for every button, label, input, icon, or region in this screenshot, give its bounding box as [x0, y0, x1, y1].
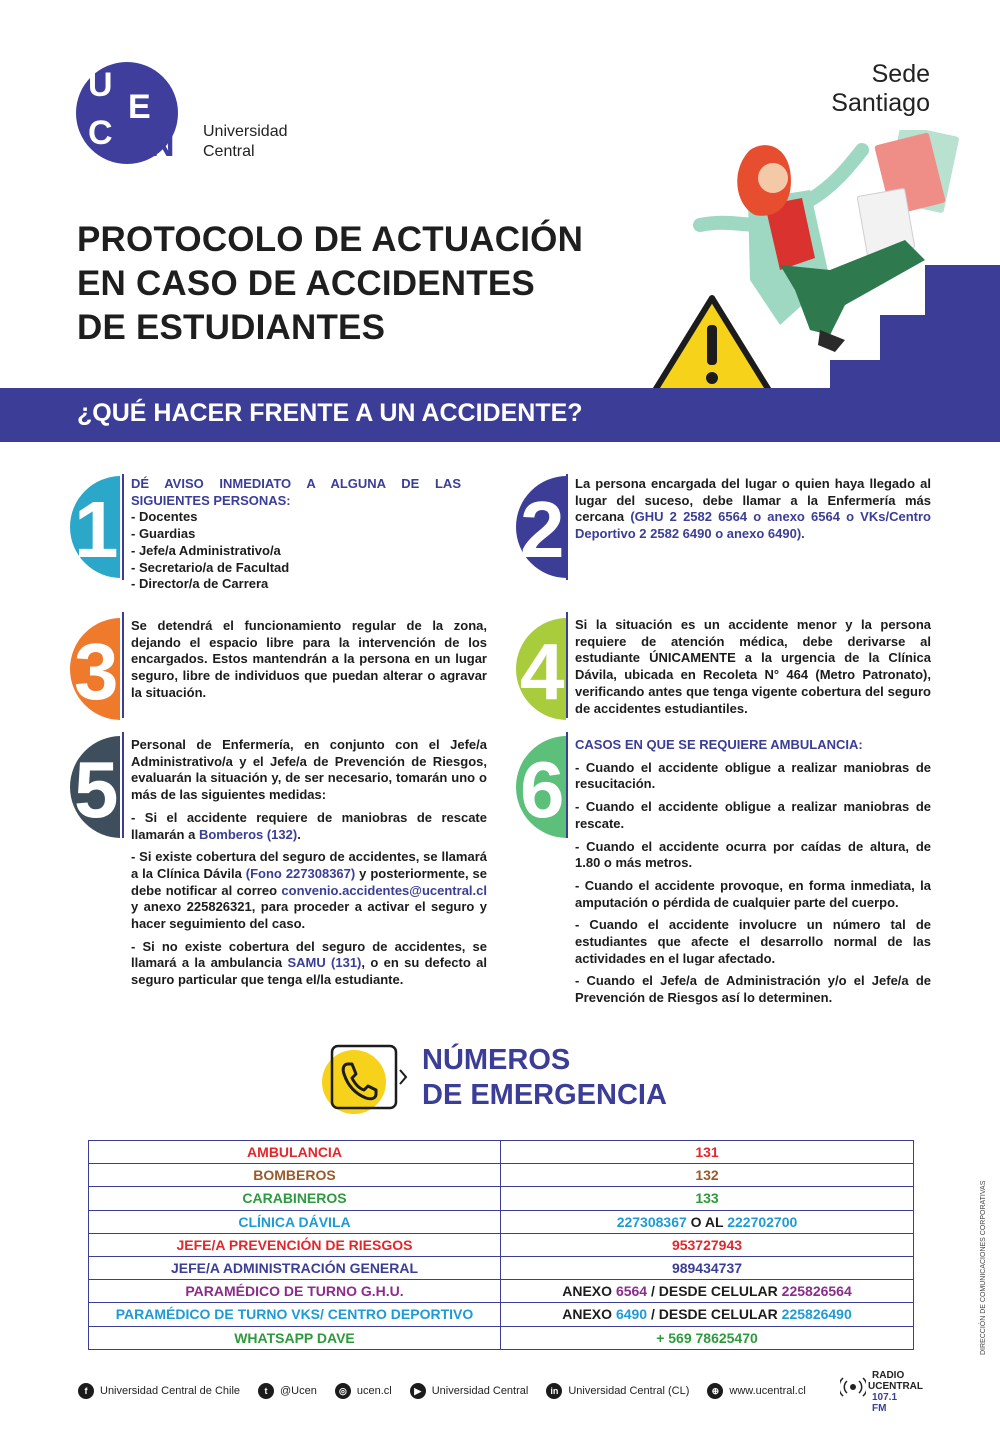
- footer-instagram-link[interactable]: [335, 1383, 392, 1399]
- step-5-text: [131, 737, 487, 989]
- step-5-bullet-2: - Si existe cobertura del seguro de accidentes, se llamará a la Clínica Dávila: [131, 849, 487, 881]
- celular-number: 225826564: [781, 1283, 852, 1300]
- row-label: CLÍNICA DÁVILA: [89, 1210, 501, 1233]
- celular-number: 225826490: [781, 1306, 852, 1323]
- step-5-bomberos: Bomberos (132): [198, 826, 298, 842]
- radio-line-3: 107.1 FM: [872, 1392, 898, 1414]
- step-6-badge: [516, 736, 566, 838]
- page-title: [77, 218, 583, 350]
- sede-line-2: Santiago: [831, 89, 930, 117]
- step-6-text: [575, 737, 931, 1007]
- footer-web-link[interactable]: [707, 1383, 805, 1399]
- radio-waves-icon: [840, 1376, 866, 1398]
- row-value: 133: [501, 1187, 914, 1210]
- footer-linkedin-link[interactable]: [546, 1383, 689, 1399]
- radio-line-1: RADIO: [872, 1370, 905, 1381]
- emergency-table: [88, 1140, 914, 1350]
- radio-line-2: UCENTRAL: [868, 1381, 923, 1392]
- step-2-line: [566, 474, 568, 580]
- step-2-text: [575, 476, 931, 543]
- step-6-line: [566, 732, 568, 838]
- clinica-phone-sep: O AL: [686, 1213, 728, 1230]
- step-1-text: [131, 476, 461, 593]
- step-5-bullet-3: - Si no existe cobertura del seguro de accidentes, se llamará a la ambulancia: [131, 938, 487, 971]
- row-value: + 569 78625470: [501, 1326, 914, 1349]
- step-6-item: - Cuando el Jefe/a de Administración y/o el Jefe/a de Prevención de Riesgos así lo determinen.: [575, 973, 931, 1006]
- step-1-item: - Director/a de Carrera: [131, 576, 269, 592]
- row-label: PARAMÉDICO DE TURNO VKS/ CENTRO DEPORTIVO: [89, 1303, 501, 1326]
- celular-label: / DESDE CELULAR: [647, 1306, 782, 1323]
- row-value: 131: [501, 1141, 914, 1164]
- person-arm-right: [810, 150, 862, 200]
- celular-label: / DESDE CELULAR: [647, 1283, 782, 1300]
- step-5-bullet-2-end: y anexo 225826321, para proceder a activar el seguro y hacer seguimiento del caso.: [131, 899, 487, 932]
- step-2-phones: (GHU 2 2582 6564 o anexo 6564 o VKs/Centro Deportivo 2 2582 6490 o anexo 6490).: [575, 509, 931, 542]
- person-face: [758, 163, 788, 193]
- row-label: JEFE/A PREVENCIÓN DE RIESGOS: [89, 1233, 501, 1256]
- step-5-samu: SAMU (131): [287, 955, 362, 971]
- row-label: WHATSAPP DAVE: [89, 1326, 501, 1349]
- university-name: [203, 122, 287, 162]
- person-foot: [818, 330, 845, 352]
- university-line-2: Central: [203, 143, 255, 160]
- table-row: [89, 1164, 914, 1187]
- ucen-logo: [76, 62, 178, 164]
- step-1-badge: [70, 476, 120, 578]
- step-6-item: - Cuando el accidente involucre un número tal de estudiantes que afecte el desarrollo normal de las actividades en el lugar afectado.: [575, 917, 931, 966]
- falling-person-illustration: [630, 130, 1000, 400]
- step-4-body: Si la situación es un accidente menor y la persona requiere de atención médica, debe derivarse al estudiante ÚNICAMENTE a la urgencia de la Clínica Dávila, ubicada en Recoleta N° 464 (Metro Patronato), verificando antes que tenga vigente cobertura del seguro de accidentes estudiantiles.: [575, 617, 931, 716]
- step-5-bullet-3-end: , o en su defecto al seguro particular que tenga el/la estudiante.: [131, 955, 487, 988]
- facebook-icon: f: [78, 1383, 94, 1399]
- step-6-item: - Cuando el accidente provoque, en forma inmediata, la amputación o pérdida de cualquier parte del cuerpo.: [575, 877, 931, 910]
- step-3-body: Se detendrá el funcionamiento regular de la zona, dejando el espacio libre para la intervención de los encargados. Estos mantendrán a la persona en un lugar seguro, libre de individuos que puedan alterar o agravar la situación.: [131, 618, 487, 700]
- step-2-number: 2: [520, 485, 565, 574]
- footer-web-text: www.ucentral.cl: [729, 1385, 806, 1397]
- row-label: JEFE/A ADMINISTRACIÓN GENERAL: [89, 1256, 501, 1279]
- footer-facebook-text: Universidad Central de Chile: [100, 1385, 241, 1397]
- step-3-line: [122, 612, 124, 718]
- footer-youtube-link[interactable]: [410, 1383, 529, 1399]
- step-5-line: [122, 732, 124, 838]
- footer-twitter-text: @Ucen: [280, 1385, 317, 1397]
- emergency-title-line-1: NÚMEROS: [422, 1044, 571, 1076]
- step-4-line: [566, 612, 568, 718]
- step-2-body: La persona encargada del lugar o quien haya llegado al lugar del suceso, debe llamar a la Enfermería más cercana: [575, 476, 931, 525]
- row-label: BOMBEROS: [89, 1164, 501, 1187]
- instagram-icon: ◎: [335, 1383, 351, 1399]
- row-value: [501, 1210, 914, 1233]
- logo-letter-c: C: [88, 114, 113, 152]
- step-3-text: [131, 618, 487, 702]
- row-value: [501, 1303, 914, 1326]
- title-line-3: DE ESTUDIANTES: [77, 308, 386, 347]
- footer-youtube-text: Universidad Central: [431, 1385, 529, 1397]
- step-5-number: 5: [74, 745, 119, 834]
- step-3-badge: [70, 618, 120, 720]
- row-value: 953727943: [501, 1233, 914, 1256]
- row-value: [501, 1280, 914, 1303]
- phone-icon-arrow: [400, 1070, 406, 1084]
- step-5-fono: (Fono 227308367): [245, 865, 356, 881]
- step-1-item: - Secretario/a de Facultad: [131, 559, 290, 575]
- logo-letter-n: N: [150, 126, 175, 164]
- footer-twitter-link[interactable]: [258, 1383, 317, 1399]
- step-5-badge: [70, 736, 120, 838]
- step-1-item: - Docentes: [131, 509, 198, 525]
- footer-instagram-text: ucen.cl: [356, 1385, 392, 1397]
- row-label: PARAMÉDICO DE TURNO G.H.U.: [89, 1280, 501, 1303]
- clinica-phone-2: 222702700: [727, 1213, 798, 1230]
- step-4-badge: [516, 618, 566, 720]
- table-row: [89, 1141, 914, 1164]
- row-value: 132: [501, 1164, 914, 1187]
- globe-icon: ⊕: [707, 1383, 723, 1399]
- emergency-title-line-2: DE EMERGENCIA: [422, 1079, 667, 1111]
- table-row: [89, 1303, 914, 1326]
- step-6-number: 6: [520, 745, 565, 834]
- step-1-heading: DÉ AVISO INMEDIATO A ALGUNA DE LAS SIGUIENTES PERSONAS:: [131, 476, 461, 508]
- step-1-number: 1: [74, 485, 119, 574]
- vertical-credit: [968, 1165, 987, 1355]
- vertical-credit-text: DIRECCIÓN DE COMUNICACIONES CORPORATIVAS: [980, 1180, 987, 1355]
- step-5-bullet-2-mid: y posteriormente, se debe notificar al correo: [131, 865, 487, 898]
- anexo-number: 6564: [615, 1283, 648, 1300]
- sede-label: [831, 60, 930, 118]
- linkedin-icon: in: [546, 1383, 562, 1399]
- footer-social: [78, 1380, 824, 1402]
- row-label: AMBULANCIA: [89, 1141, 501, 1164]
- youtube-icon: ▶: [410, 1383, 426, 1399]
- logo-letter-e: E: [128, 88, 151, 126]
- footer-facebook-link[interactable]: [78, 1383, 240, 1399]
- table-row: [89, 1233, 914, 1256]
- step-6-heading: CASOS EN QUE SE REQUIERE AMBULANCIA:: [575, 737, 863, 752]
- phone-icon: [318, 1042, 418, 1114]
- step-5-intro: Personal de Enfermería, en conjunto con el Jefe/a Administrativo/a y el Jefe/a de Prevención de Riesgos, evaluarán la situación y, de ser necesario, tomarán uno o más de las siguientes medidas:: [131, 737, 487, 803]
- step-6-item: - Cuando el accidente ocurra por caídas de altura, de 1.80 o más metros.: [575, 838, 931, 871]
- title-line-2: EN CASO DE ACCIDENTES: [77, 264, 535, 303]
- table-row: [89, 1187, 914, 1210]
- step-5-bullet-1: - Si el accidente requiere de maniobras de rescate llamarán a: [131, 809, 487, 842]
- clinica-phone-1: 227308367: [616, 1213, 687, 1230]
- emergency-title: [422, 1043, 667, 1113]
- sede-line-1: Sede: [871, 60, 930, 88]
- footer-linkedin-text: Universidad Central (CL): [568, 1385, 690, 1397]
- table-row: [89, 1280, 914, 1303]
- logo-letter-u: U: [88, 66, 113, 104]
- warning-exclamation-bar: [707, 325, 717, 365]
- step-4-number: 4: [520, 627, 565, 716]
- title-line-1: PROTOCOLO DE ACTUACIÓN: [77, 220, 584, 259]
- band-title: ¿QUÉ HACER FRENTE A UN ACCIDENTE?: [77, 399, 583, 427]
- step-1-line: [122, 474, 124, 580]
- step-5-email-link[interactable]: convenio.accidentes@ucentral.cl: [281, 882, 487, 898]
- step-1-item: - Guardias: [131, 526, 196, 542]
- step-6-item: - Cuando el accidente obligue a realizar maniobras de resucitación.: [575, 759, 931, 792]
- step-6-item: - Cuando el accidente obligue a realizar maniobras de rescate.: [575, 799, 931, 831]
- table-row: [89, 1326, 914, 1349]
- anexo-label: ANEXO: [562, 1306, 616, 1323]
- university-line-1: Universidad: [203, 123, 288, 140]
- twitter-icon: t: [258, 1383, 274, 1399]
- table-row: [89, 1210, 914, 1233]
- anexo-label: ANEXO: [562, 1283, 616, 1300]
- anexo-number: 6490: [615, 1306, 648, 1323]
- step-1-item: - Jefe/a Administrativo/a: [131, 542, 281, 558]
- section-band: [0, 388, 1000, 442]
- table-row: [89, 1256, 914, 1279]
- step-4-text: [575, 617, 931, 717]
- warning-exclamation-dot: [706, 372, 718, 384]
- row-value: 989434737: [501, 1256, 914, 1279]
- row-label: CARABINEROS: [89, 1187, 501, 1210]
- step-3-number: 3: [74, 627, 119, 716]
- step-5-bullet-1-end: .: [297, 826, 301, 842]
- step-2-badge: [516, 476, 566, 578]
